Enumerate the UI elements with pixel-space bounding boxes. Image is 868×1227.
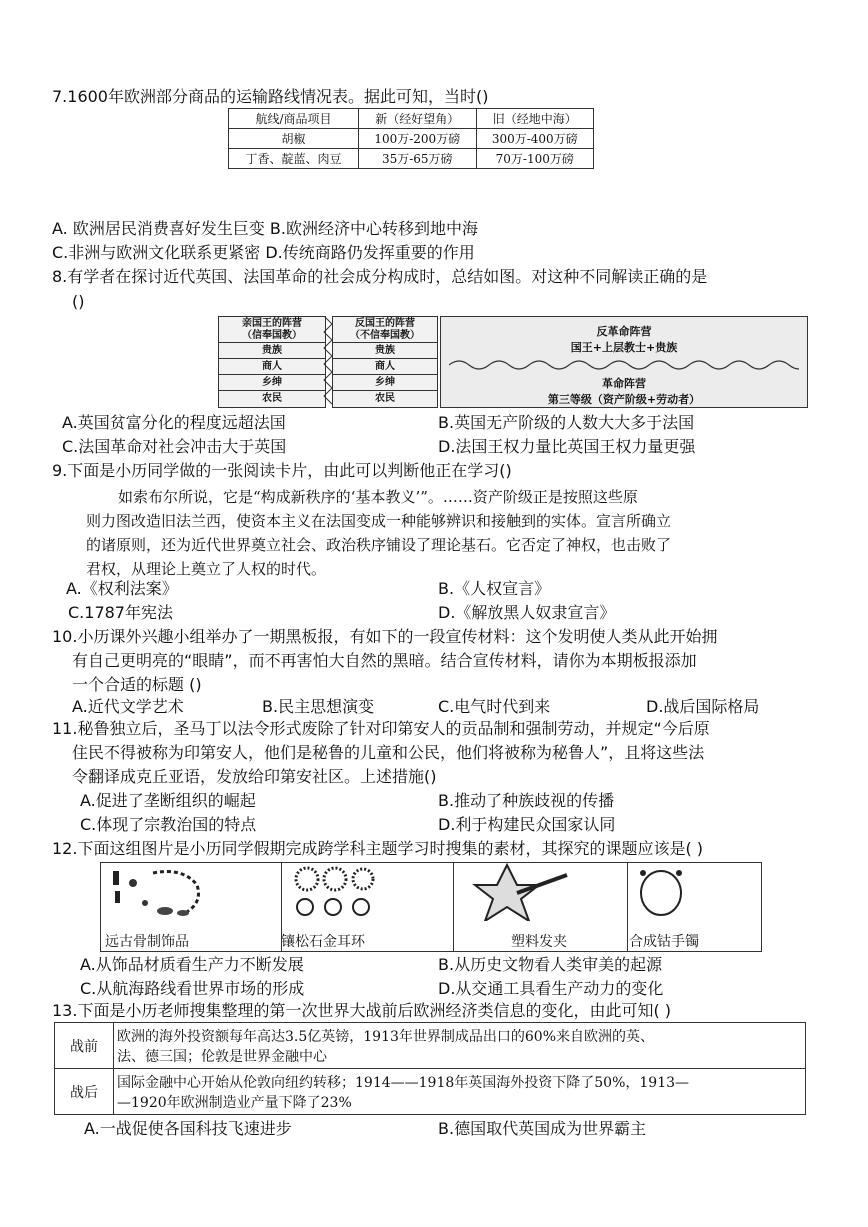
q13-after-label: 战后 — [55, 1069, 114, 1115]
q7-header-route: 航线/商品项目 — [229, 109, 359, 129]
q7-stem: 7.1600年欧洲部分商品的运输路线情况表。据此可知，当时() — [52, 87, 489, 106]
anti-king-row: 乡绅 — [333, 374, 437, 390]
pro-king-camp — [218, 316, 326, 408]
anti-king-row: 农民 — [333, 390, 437, 406]
q10-option-b: B.民主思想演变 — [262, 697, 375, 716]
q13-before-label: 战前 — [55, 1023, 114, 1069]
plastic-hairpin-image — [457, 863, 625, 921]
q9-quote-line2: 则力图改造旧法兰西，使资本主义在法国变成一种能够辨识和接触到的实体。宣言所确立 — [86, 512, 672, 530]
revolution-title: 革命阵营 — [602, 377, 646, 390]
q9-option-a: A.《权利法案》 — [66, 579, 178, 598]
q13-before-cell: 欧洲的海外投资额每年高达3.5亿英镑，1913年世界制成品出口的60%来自欧洲的英、 法、德三国；伦敦是世界金融中心 — [114, 1023, 806, 1069]
q12-image-strip — [100, 862, 762, 952]
q10-stem-line3: 一个合适的标题 () — [72, 675, 202, 694]
q7-header-old: 旧（经地中海） — [476, 109, 594, 129]
q7-cell: 70万-100万磅 — [476, 149, 594, 169]
pro-king-row: 农民 — [219, 390, 325, 406]
q9-option-b: B.《人权宣言》 — [438, 579, 551, 598]
q10-option-d: D.战后国际格局 — [646, 697, 760, 716]
q10-stem-line2: 有自己更明亮的“眼睛”，而不再害怕大自然的黑暗。结合宣传材料，请你为本期板报添加 — [72, 651, 697, 670]
q7-cell: 35万-65万磅 — [359, 149, 476, 169]
caption-plastic-hairpin: 塑料发夹 — [511, 934, 567, 950]
caption-turquoise-earrings: 镶松石金耳环 — [281, 934, 365, 950]
france-camps — [440, 316, 808, 408]
bone-ornaments-image — [105, 863, 275, 921]
q7-header-new: 新（经好望角） — [359, 109, 476, 129]
q10-option-c: C.电气时代到来 — [438, 697, 551, 716]
q9-option-d: D.《解放黑人奴隶宣言》 — [438, 603, 616, 622]
q13-after-cell: 国际金融中心开始从伦敦向纽约转移；1914——1918年英国海外投资下降了50%，1913— —1920年欧洲制造业产量下降了23% — [114, 1069, 806, 1115]
q13-option-a: A.一战促使各国科技飞速进步 — [84, 1119, 292, 1138]
q11-stem-line3: 令翻译成克丘亚语，发放给印第安社区。上述措施() — [72, 767, 437, 786]
q13-stem: 13.下面是小历老师搜集整理的第一次世界大战前后欧洲经济类信息的变化，由此可知( ) — [52, 1001, 672, 1020]
q9-option-c: C.1787年宪法 — [68, 603, 173, 622]
q13-option-b: B.德国取代英国成为世界霸主 — [438, 1119, 647, 1138]
q9-quote-line1: 如索布尔所说，它是“构成新秩序的‘基本教义’”。……资产阶级正是按照这些原 — [118, 488, 638, 506]
caption-bone-ornaments: 远古骨制饰品 — [105, 934, 189, 950]
q8-option-d: D.法国王权力量比英国王权力量更强 — [438, 437, 696, 456]
anti-king-camp — [332, 316, 438, 408]
q7-cell: 胡椒 — [229, 129, 359, 149]
q11-option-b: B.推动了种族歧视的传播 — [438, 791, 615, 810]
q8-option-c: C.法国革命对社会冲击大于英国 — [62, 437, 287, 456]
q7-cell: 300万-400万磅 — [476, 129, 594, 149]
q8-option-b: B.英国无产阶级的人数大大多于法国 — [438, 413, 695, 432]
q11-stem-line2: 住民不得被称为印第安人，他们是秘鲁的儿童和公民，他们将被称为秘鲁人”，且将这些法 — [72, 743, 705, 762]
q8-figure — [218, 316, 808, 408]
pro-king-header: 亲国王的阵营 （信奉国教） — [242, 318, 302, 341]
q8-stem-line1: 8.有学者在探讨近代英国、法国革命的社会成分构成时，总结如图。对这种不同解读正确的是 — [52, 267, 708, 286]
pro-king-row: 商人 — [219, 358, 325, 374]
q11-option-c: C.体现了宗教治国的特点 — [80, 815, 257, 834]
counter-revolution-title: 反革命阵营 — [596, 325, 652, 338]
caption-cobalt-bracelet: 合成钴手镯 — [629, 934, 699, 950]
pro-king-row: 贵族 — [219, 342, 325, 358]
q12-stem: 12.下面这组图片是小历同学假期完成跨学科主题学习时搜集的素材，其探究的课题应该是( ) — [52, 839, 704, 858]
q7-options-cd: C.非洲与欧洲文化联系更紧密 D.传统商路仍发挥重要的作用 — [52, 243, 475, 262]
anti-king-header: 反国王的阵营 （不信奉国教） — [350, 318, 420, 341]
q12-option-a: A.从饰品材质看生产力不断发展 — [80, 955, 304, 974]
q12-option-b: B.从历史文物看人类审美的起源 — [438, 955, 663, 974]
q11-option-a: A.促进了垄断组织的崛起 — [80, 791, 256, 810]
q7-cell: 丁香、靛蓝、肉豆 — [229, 149, 359, 169]
q11-option-d: D.利于构建民众国家认同 — [438, 815, 616, 834]
q9-stem: 9.下面是小历同学做的一张阅读卡片，由此可以判断他正在学习() — [52, 461, 512, 480]
q12-option-c: C.从航海路线看世界市场的形成 — [80, 979, 305, 998]
q7-cell: 100万-200万磅 — [359, 129, 476, 149]
revolution-members: 第三等级（资产阶级+劳动者） — [547, 393, 701, 406]
q9-quote-line3: 的诸原则，还为近代世界奠立社会、政治秩序铺设了理论基石。它否定了神权，也击败了 — [86, 536, 672, 554]
q10-stem-line1: 10.小历课外兴趣小组举办了一期黑板报，有如下的一段宣传材料：这个发明使人类从此开始拥 — [52, 627, 718, 646]
q12-option-d: D.从交通工具看生产动力的变化 — [438, 979, 664, 998]
q7-options-ab: A. 欧洲居民消费喜好发生巨变 B.欧洲经济中心转移到地中海 — [52, 219, 478, 238]
turquoise-earrings-image — [285, 863, 449, 921]
q8-option-a: A.英国贫富分化的程度远超法国 — [62, 413, 286, 432]
q10-option-a: A.近代文学艺术 — [72, 697, 184, 716]
q11-stem-line1: 11.秘鲁独立后，圣马丁以法令形式废除了针对印第安人的贡品制和强制劳动，并规定“今后原 — [52, 719, 710, 738]
q8-stem-line2: () — [72, 292, 85, 311]
q9-quote-line4: 君权，从理论上奠立了人权的时代。 — [86, 560, 327, 578]
counter-revolution-members: 国王+上层教士+贵族 — [570, 341, 678, 354]
q7-table — [228, 108, 594, 169]
anti-king-row: 贵族 — [333, 342, 437, 358]
cobalt-bracelet-image — [631, 863, 757, 921]
wavy-divider — [449, 357, 799, 373]
q13-table — [54, 1022, 806, 1115]
anti-king-row: 商人 — [333, 358, 437, 374]
pro-king-row: 乡绅 — [219, 374, 325, 390]
